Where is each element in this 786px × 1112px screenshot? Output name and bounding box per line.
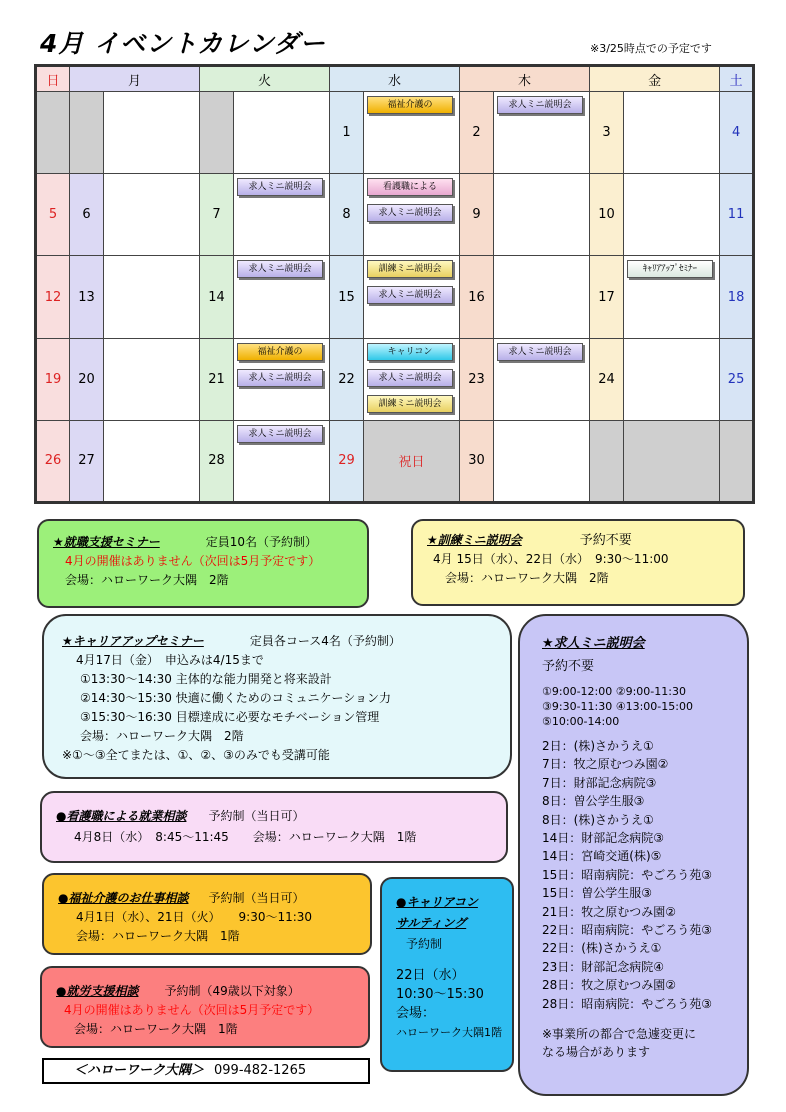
- day-cell: 12: [36, 256, 70, 338]
- kyujin-time-line: ⑤10:00-14:00: [542, 715, 620, 728]
- list-item: 8日：(株)さかうえ①: [542, 812, 654, 827]
- career-seminar-box: [42, 614, 512, 779]
- event-tag[interactable]: 求人ミニ説明会: [497, 343, 583, 361]
- career-note: ※①～③全てまたは、①、②、③のみでも受講可能: [62, 748, 330, 762]
- event-cell: [104, 174, 200, 256]
- career-course-1: ①13:30～14:30 主体的な能力開発と将来設計: [80, 672, 332, 686]
- kunren-line1: 4月 15日（水）、22日（水） 9:30～11:00: [433, 552, 669, 566]
- kunren-cap: 予約不要: [579, 533, 632, 548]
- shushoku-seminar-box: [37, 519, 369, 608]
- event-cell: [234, 256, 330, 338]
- list-item: 7日：財部記念病院③: [542, 775, 657, 790]
- event-cell: [234, 420, 330, 502]
- day-cell: 7: [200, 174, 234, 256]
- day-cell: 20: [70, 338, 104, 420]
- event-cell: [624, 338, 720, 420]
- event-cell: [364, 338, 460, 420]
- date-note: ※3/25時点での予定です: [590, 42, 712, 55]
- shushoku-title: ★就職支援セミナー: [53, 535, 160, 549]
- day-cell: 15: [330, 256, 364, 338]
- event-cell: [494, 420, 590, 502]
- day-cell: 18: [720, 256, 754, 338]
- day-cell: 9: [460, 174, 494, 256]
- shushoku-capacity: 定員10名（予約制）: [205, 535, 318, 549]
- career-title: ★キャリアアップセミナー: [62, 634, 204, 648]
- kango-box: [40, 791, 508, 863]
- day-cell: 29: [330, 420, 364, 502]
- event-tag[interactable]: 求人ミニ説明会: [237, 425, 323, 443]
- fukushi-box: [42, 873, 372, 955]
- list-item: 14日：財部記念病院③: [542, 831, 665, 846]
- list-item: 8日：曽公学生服③: [542, 794, 645, 809]
- list-item: 15日：昭南病院：やごろう苑③: [542, 867, 713, 882]
- kango-line1: 4月8日（水） 8:45～11:45 会場：ハローワーク大隅 1階: [74, 830, 417, 844]
- shuro-venue: 会場：ハローワーク大隅 1階: [74, 1022, 238, 1036]
- day-cell: 2: [460, 92, 494, 174]
- event-tag[interactable]: 求人ミニ説明会: [237, 260, 323, 278]
- list-item: 15日：曽公学生服③: [542, 886, 653, 901]
- weekday-tue: 火: [200, 66, 330, 92]
- shuro-cap: 予約制（49歳以下対象）: [164, 984, 300, 998]
- careercon-venue: ハローワーク大隅1階: [396, 1026, 502, 1039]
- day-cell: [720, 420, 754, 502]
- career-course-2: ②14:30～15:30 快適に働くためのコミュニケーション力: [80, 691, 392, 705]
- kunren-title: ★訓練ミニ説明会: [427, 533, 522, 547]
- weekday-sun: 日: [36, 66, 70, 92]
- event-cell: [234, 338, 330, 420]
- kyujin-title: ★求人ミニ説明会: [542, 636, 645, 651]
- fukushi-title: ●福祉介護のお仕事相談: [58, 891, 189, 905]
- shuro-line1: 4月の開催はありません（次回は5月予定です）: [64, 1003, 320, 1017]
- list-item: 14日：宮崎交通(株)⑤: [542, 849, 662, 864]
- event-cell: [494, 338, 590, 420]
- day-cell: [36, 92, 70, 174]
- shushoku-venue: 会場：ハローワーク大隅 2階: [65, 573, 229, 587]
- list-item: 7日：牧之原むつみ園②: [542, 757, 669, 772]
- careercon-venue-label: 会場：: [396, 1006, 436, 1021]
- kyujin-note: [542, 1025, 747, 1061]
- career-cap: 定員各コース4名（予約制）: [249, 634, 401, 648]
- weekday-mon: 月: [70, 66, 200, 92]
- careercon-time: 10:30～15:30: [396, 987, 484, 1002]
- event-cell: [234, 92, 330, 174]
- careercon-date: 22日（水）: [396, 968, 465, 983]
- day-cell: 28: [200, 420, 234, 502]
- day-cell: 11: [720, 174, 754, 256]
- day-cell: 1: [330, 92, 364, 174]
- day-cell: 23: [460, 338, 494, 420]
- list-item: 28日：牧之原むつみ園②: [542, 978, 677, 993]
- day-cell: [590, 420, 624, 502]
- kunren-venue: 会場：ハローワーク大隅 2階: [445, 571, 609, 585]
- event-cell: [234, 174, 330, 256]
- kyujin-time-line: ①9:00-12:00 ②9:00-11:30: [542, 685, 686, 698]
- event-tag[interactable]: 求人ミニ説明会: [237, 178, 323, 196]
- event-cell: [104, 420, 200, 502]
- careercon-box: [380, 877, 514, 1072]
- careercon-cap: 予約制: [406, 937, 443, 951]
- day-cell: 16: [460, 256, 494, 338]
- day-cell: 3: [590, 92, 624, 174]
- event-cell: [364, 256, 460, 338]
- day-cell: 5: [36, 174, 70, 256]
- event-tag[interactable]: 求人ミニ説明会: [237, 369, 323, 387]
- kyujin-list: [542, 737, 747, 1013]
- event-tag[interactable]: 訓練ミニ説明会: [367, 260, 453, 278]
- event-cell: [104, 338, 200, 420]
- day-cell: 27: [70, 420, 104, 502]
- day-cell: 25: [720, 338, 754, 420]
- day-cell: 21: [200, 338, 234, 420]
- event-tag[interactable]: 求人ミニ説明会: [367, 286, 453, 304]
- list-item: 22日：昭南病院：やごろう苑③: [542, 923, 713, 938]
- event-tag[interactable]: 看護職による: [367, 178, 453, 196]
- list-item: 21日：牧之原むつみ園②: [542, 904, 677, 919]
- event-cell: [104, 256, 200, 338]
- event-tag[interactable]: 福祉介護の: [237, 343, 323, 361]
- kango-cap: 予約制（当日可）: [208, 809, 305, 823]
- career-venue: 会場：ハローワーク大隅 2階: [80, 729, 244, 743]
- kunren-box: [411, 519, 745, 606]
- event-cell: [494, 256, 590, 338]
- day-cell: 22: [330, 338, 364, 420]
- day-cell: 24: [590, 338, 624, 420]
- day-cell: 26: [36, 420, 70, 502]
- career-date: 4月17日（金） 申込みは4/15まで: [76, 653, 264, 667]
- day-cell: 4: [720, 92, 754, 174]
- weekday-thu: 木: [460, 66, 590, 92]
- kyujin-box: [518, 614, 749, 1096]
- day-cell: 19: [36, 338, 70, 420]
- careercon-title-2: サルティング: [396, 916, 467, 930]
- list-item: 23日：財部記念病院④: [542, 959, 665, 974]
- weekday-fri: 金: [590, 66, 720, 92]
- kyujin-note-line: ※事業所の都合で急遽変更に: [542, 1027, 697, 1042]
- page-title: 4月 イベントカレンダー: [40, 29, 326, 58]
- day-cell: 6: [70, 174, 104, 256]
- shuro-box: [40, 966, 370, 1048]
- list-item: 22日：(株)さかうえ①: [542, 941, 662, 956]
- fukushi-date: 4月1日（水）、21日（火） 9:30～11:30: [76, 910, 313, 924]
- event-tag[interactable]: ｷｬﾘｱｱｯﾌﾟｾﾐﾅｰ: [627, 260, 713, 278]
- shuro-title: ●就労支援相談: [56, 984, 139, 998]
- weekday-sat: 土: [720, 66, 754, 92]
- event-tag[interactable]: 求人ミニ説明会: [367, 204, 453, 222]
- list-item: 2日：(株)さかうえ①: [542, 739, 654, 753]
- kyujin-note-line: なる場合があります: [542, 1045, 651, 1060]
- phone-number[interactable]: 099-482-1265: [214, 1063, 307, 1078]
- day-cell: 10: [590, 174, 624, 256]
- kyujin-time-line: ③9:30-11:30 ④13:00-15:00: [542, 700, 693, 713]
- list-item: 28日：昭南病院：やごろう苑③: [542, 996, 713, 1011]
- event-cell: [624, 420, 720, 502]
- day-cell: 30: [460, 420, 494, 502]
- day-cell: 17: [590, 256, 624, 338]
- event-tag[interactable]: 求人ミニ説明会: [497, 96, 583, 114]
- shushoku-line1: 4月の開催はありません（次回は5月予定です）: [65, 554, 321, 568]
- event-tag[interactable]: キャリコン: [367, 343, 453, 361]
- event-tag[interactable]: 訓練ミニ説明会: [367, 395, 453, 413]
- office-label: ＜ハローワーク大隅＞: [74, 1063, 205, 1078]
- event-cell: [624, 92, 720, 174]
- event-tag[interactable]: 求人ミニ説明会: [367, 369, 453, 387]
- day-cell: [70, 92, 104, 174]
- contact-footer: [42, 1058, 370, 1084]
- event-cell: [364, 174, 460, 256]
- fukushi-venue: 会場：ハローワーク大隅 1階: [76, 929, 240, 943]
- kango-title: ●看護職による就業相談: [56, 809, 187, 823]
- event-cell: [494, 92, 590, 174]
- event-cell: [104, 92, 200, 174]
- day-cell: 14: [200, 256, 234, 338]
- event-cell: [624, 174, 720, 256]
- event-cell: [494, 174, 590, 256]
- day-cell: [200, 92, 234, 174]
- event-tag[interactable]: 福祉介護の: [367, 96, 453, 114]
- event-cell: [624, 256, 720, 338]
- day-cell: 8: [330, 174, 364, 256]
- careercon-title-1: ●キャリアコン: [396, 895, 478, 909]
- holiday-cell: 祝日: [364, 420, 460, 502]
- career-course-3: ③15:30～16:30 目標達成に必要なモチベーション管理: [80, 710, 380, 724]
- weekday-wed: 水: [330, 66, 460, 92]
- kyujin-cap: 予約不要: [542, 659, 595, 674]
- fukushi-cap: 予約制（当日可）: [208, 891, 305, 905]
- event-cell: [364, 92, 460, 174]
- kyujin-times: [542, 684, 747, 729]
- day-cell: 13: [70, 256, 104, 338]
- event-calendar: [34, 64, 755, 504]
